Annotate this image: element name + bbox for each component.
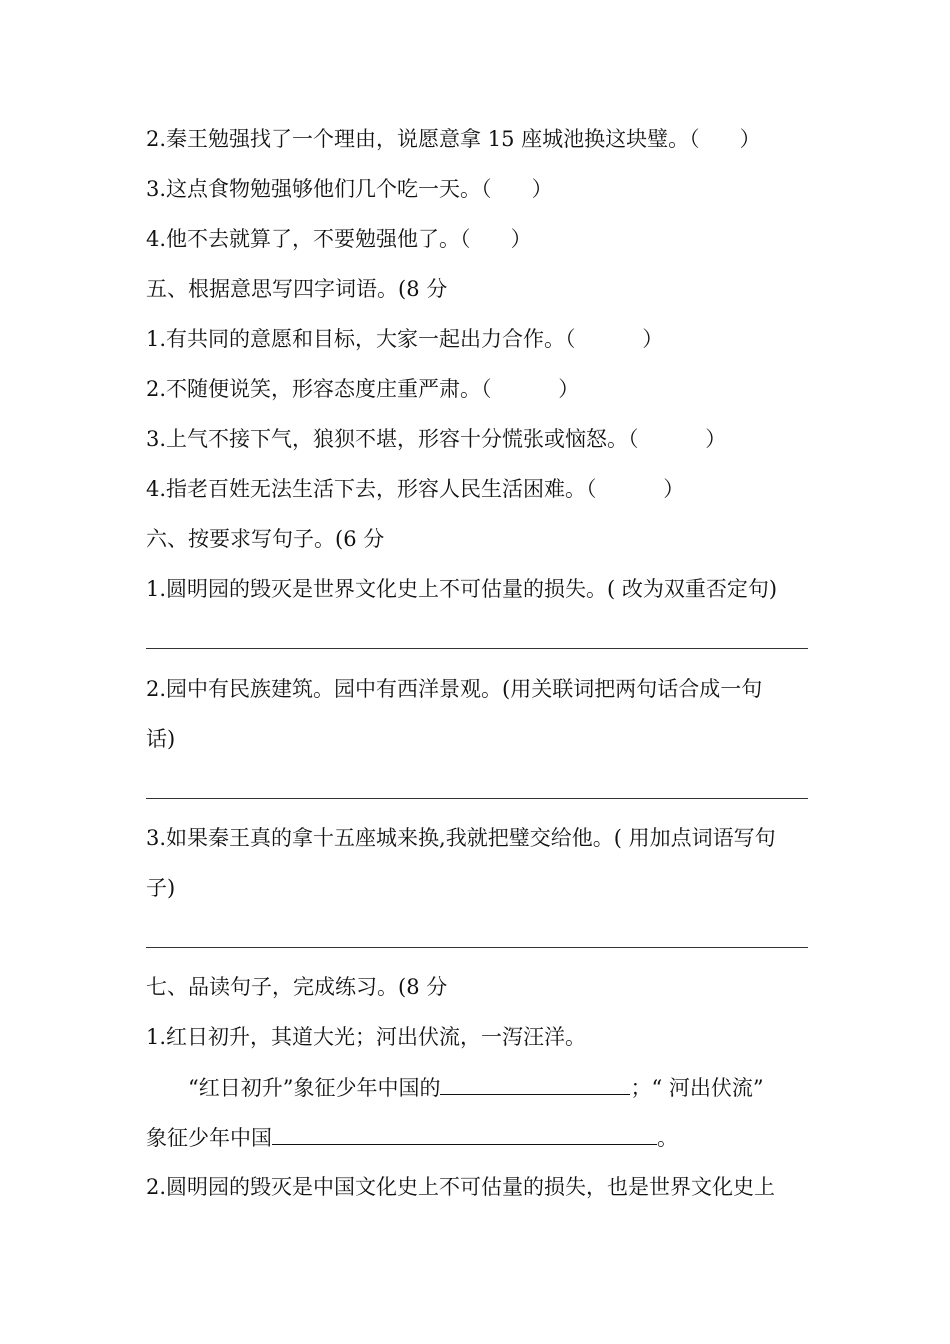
question-6-3-line-2: 子) [146,876,176,900]
question-7-1: 1.红日初升，其道大光；河出伏流，一泻汪洋。 [146,1025,587,1049]
answer-line-6-3[interactable] [146,947,808,948]
question-4-2: 2.秦王勉强找了一个理由，说愿意拿 15 座城池换这块璧。（ ） [146,127,761,151]
section-7-title: 七、品读句子，完成练习。(8 分 [146,975,448,999]
question-6-1: 1.圆明园的毁灭是世界文化史上不可估量的损失。( 改为双重否定句) [146,577,778,601]
question-5-1: 1.有共同的意愿和目标，大家一起出力合作。（ ） [146,327,664,351]
question-6-2-line-2: 话) [146,727,176,751]
fill-blank-a[interactable] [440,1072,630,1095]
question-7-1-line-2 [188,1072,764,1103]
question-6-2-line-1: 2.园中有民族建筑。园中有西洋景观。(用关联词把两句话合成一句 [146,677,763,701]
answer-line-6-2[interactable] [146,798,808,799]
question-4-3: 3.这点食物勉强够他们几个吃一天。（ ） [146,177,553,201]
question-7-2: 2.圆明园的毁灭是中国文化史上不可估量的损失，也是世界文化史上 [146,1175,776,1199]
question-5-4: 4.指老百姓无法生活下去，形容人民生活困难。（ ） [146,477,685,501]
question-5-3: 3.上气不接下气，狼狈不堪，形容十分慌张或恼怒。（ ） [146,427,727,451]
answer-line-6-1[interactable] [146,648,808,649]
fill-blank-b[interactable] [272,1122,657,1145]
question-4-4: 4.他不去就算了，不要勉强他了。（ ） [146,227,532,251]
fill-end-mark: 。 [657,1126,678,1150]
question-6-3-line-1: 3.如果秦王真的拿十五座城来换,我就把璧交给他。( 用加点词语写句 [146,826,776,850]
section-6-title: 六、按要求写句子。(6 分 [146,527,385,551]
fill-label-c: 象征少年中国 [146,1126,272,1150]
question-5-2: 2.不随便说笑，形容态度庄重严肃。（ ） [146,377,580,401]
section-5-title: 五、根据意思写四字词语。(8 分 [146,277,448,301]
fill-label-a: “红日初升”象征少年中国的 [188,1076,441,1100]
fill-label-b: ；“ 河出伏流” [630,1076,764,1100]
question-7-1-line-3 [146,1122,678,1153]
